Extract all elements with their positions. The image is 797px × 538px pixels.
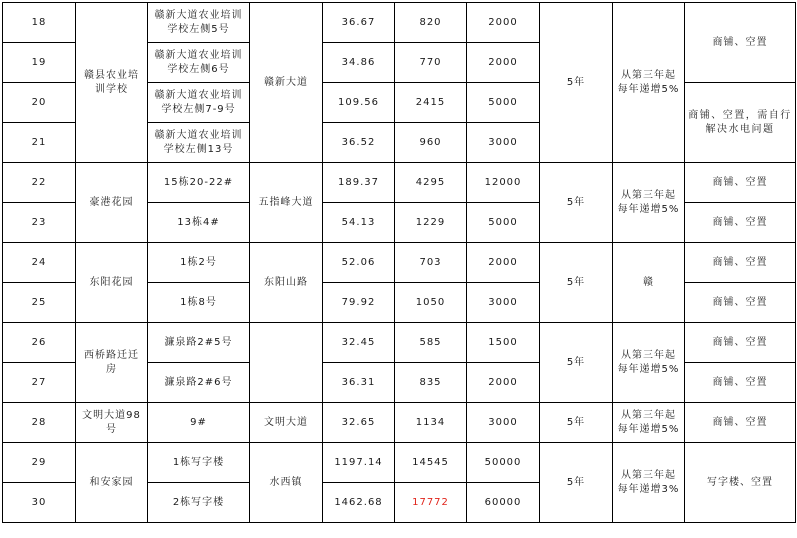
area: 189.37 (323, 163, 395, 203)
unit-name: 赣新大道农业培训学校左侧5号 (148, 3, 250, 43)
row-number: 19 (3, 43, 76, 83)
rent: 960 (395, 123, 467, 163)
rent-increase: 赣 (613, 243, 685, 323)
area: 32.65 (323, 403, 395, 443)
area: 34.86 (323, 43, 395, 83)
rent: 14545 (395, 443, 467, 483)
rent: 2415 (395, 83, 467, 123)
deposit: 12000 (467, 163, 540, 203)
project-name: 文明大道98号 (76, 403, 148, 443)
location (250, 323, 323, 403)
usage-status: 商铺、空置 (685, 203, 796, 243)
unit-name: 1栋写字楼 (148, 443, 250, 483)
rent: 703 (395, 243, 467, 283)
area: 79.92 (323, 283, 395, 323)
table-row (3, 323, 796, 363)
area: 52.06 (323, 243, 395, 283)
deposit: 2000 (467, 243, 540, 283)
unit-name: 15栋20-22# (148, 163, 250, 203)
rent-increase: 从第三年起每年递增5% (613, 3, 685, 163)
unit-name: 13栋4# (148, 203, 250, 243)
project-name: 和安家园 (76, 443, 148, 523)
project-name: 东阳花园 (76, 243, 148, 323)
usage-status: 写字楼、空置 (685, 443, 796, 523)
usage-status: 商铺、空置 (685, 363, 796, 403)
row-number: 23 (3, 203, 76, 243)
usage-status: 商铺、空置 (685, 243, 796, 283)
deposit: 50000 (467, 443, 540, 483)
lease-term: 5年 (540, 243, 613, 323)
rent: 770 (395, 43, 467, 83)
lease-term: 5年 (540, 3, 613, 163)
table-row (3, 163, 796, 203)
rent-highlighted: 17772 (395, 483, 467, 523)
row-number: 20 (3, 83, 76, 123)
rent: 835 (395, 363, 467, 403)
row-number: 24 (3, 243, 76, 283)
area: 1462.68 (323, 483, 395, 523)
lease-term: 5年 (540, 403, 613, 443)
usage-status: 商铺、空置，需自行解决水电问题 (685, 83, 796, 163)
area: 1197.14 (323, 443, 395, 483)
row-number: 21 (3, 123, 76, 163)
area: 32.45 (323, 323, 395, 363)
rent: 1134 (395, 403, 467, 443)
row-number: 26 (3, 323, 76, 363)
project-name: 西桥路迁迁房 (76, 323, 148, 403)
usage-status: 商铺、空置 (685, 323, 796, 363)
location: 水西镇 (250, 443, 323, 523)
deposit: 2000 (467, 3, 540, 43)
usage-status: 商铺、空置 (685, 3, 796, 83)
deposit: 60000 (467, 483, 540, 523)
rent-increase: 从第三年起每年递增5% (613, 323, 685, 403)
table-row (3, 243, 796, 283)
row-number: 27 (3, 363, 76, 403)
location: 文明大道 (250, 403, 323, 443)
row-number: 30 (3, 483, 76, 523)
usage-status: 商铺、空置 (685, 283, 796, 323)
lease-term: 5年 (540, 163, 613, 243)
unit-name: 赣新大道农业培训学校左侧6号 (148, 43, 250, 83)
unit-name: 赣新大道农业培训学校左侧13号 (148, 123, 250, 163)
usage-status: 商铺、空置 (685, 163, 796, 203)
unit-name: 1栋8号 (148, 283, 250, 323)
rent-increase: 从第三年起每年递增5% (613, 403, 685, 443)
unit-name: 1栋2号 (148, 243, 250, 283)
rental-property-table (2, 2, 796, 523)
location: 东阳山路 (250, 243, 323, 323)
location: 赣新大道 (250, 3, 323, 163)
row-number: 22 (3, 163, 76, 203)
row-number: 29 (3, 443, 76, 483)
rent: 585 (395, 323, 467, 363)
project-name: 赣县农业培训学校 (76, 3, 148, 163)
deposit: 2000 (467, 363, 540, 403)
table-row (3, 443, 796, 483)
deposit: 5000 (467, 203, 540, 243)
unit-name: 濂泉路2#5号 (148, 323, 250, 363)
deposit: 3000 (467, 403, 540, 443)
lease-term: 5年 (540, 443, 613, 523)
unit-name: 2栋写字楼 (148, 483, 250, 523)
usage-status: 商铺、空置 (685, 403, 796, 443)
deposit: 1500 (467, 323, 540, 363)
unit-name: 9# (148, 403, 250, 443)
rent: 1050 (395, 283, 467, 323)
rent-increase: 从第三年起每年递增5% (613, 163, 685, 243)
table-row (3, 3, 796, 43)
deposit: 2000 (467, 43, 540, 83)
unit-name: 赣新大道农业培训学校左侧7-9号 (148, 83, 250, 123)
location: 五指峰大道 (250, 163, 323, 243)
rent: 820 (395, 3, 467, 43)
row-number: 25 (3, 283, 76, 323)
lease-term: 5年 (540, 323, 613, 403)
area: 36.67 (323, 3, 395, 43)
rent: 4295 (395, 163, 467, 203)
deposit: 5000 (467, 83, 540, 123)
row-number: 28 (3, 403, 76, 443)
rent: 1229 (395, 203, 467, 243)
deposit: 3000 (467, 283, 540, 323)
rent-increase: 从第三年起每年递增3% (613, 443, 685, 523)
unit-name: 濂泉路2#6号 (148, 363, 250, 403)
row-number: 18 (3, 3, 76, 43)
deposit: 3000 (467, 123, 540, 163)
table-row (3, 403, 796, 443)
area: 54.13 (323, 203, 395, 243)
area: 36.52 (323, 123, 395, 163)
area: 36.31 (323, 363, 395, 403)
project-name: 豪港花园 (76, 163, 148, 243)
area: 109.56 (323, 83, 395, 123)
